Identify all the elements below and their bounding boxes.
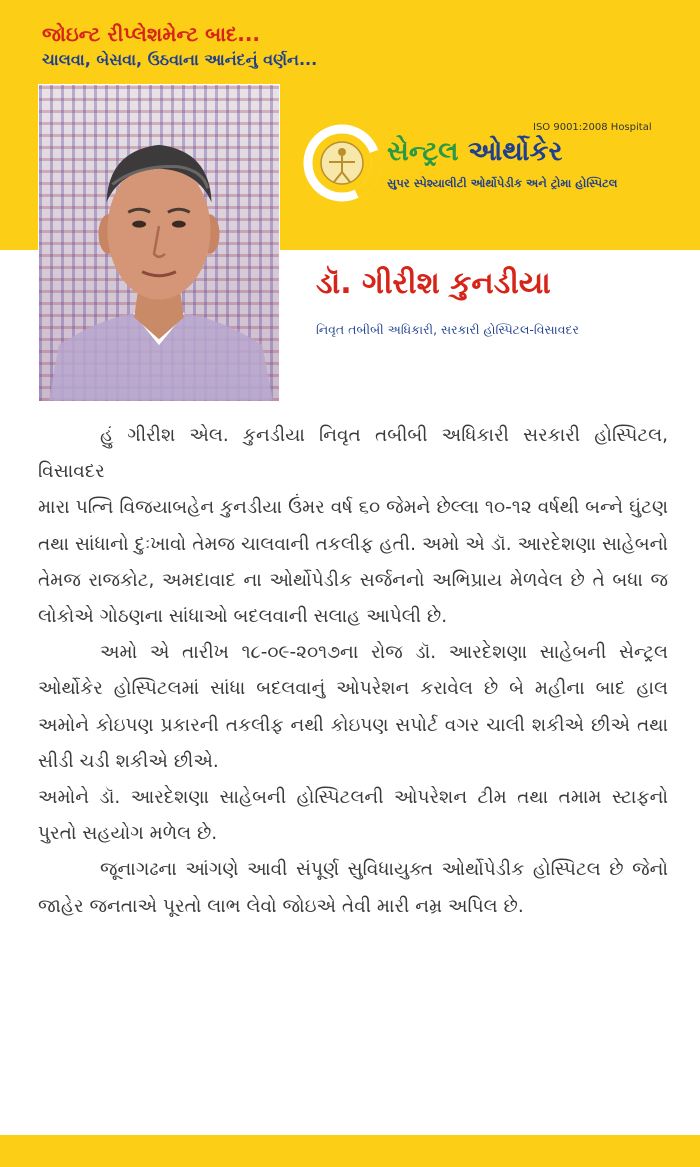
paragraph-appeal: જૂનાગઢના આંગણે આવી સંપૂર્ણ સુવિધાયુક્ત ઓર્થોપેડીક હોસ્પિટલ છે જેનો જાહેર જનતાએ પૂરતો લાભ લેવો જોઇએ તેવી મારી નમ્ર અપિલ છે. bbox=[38, 859, 668, 917]
doctor-photo bbox=[38, 84, 280, 402]
hospital-tagline: સુપર સ્પેશ્યાલીટી ઓર્થોપેડીક અને ટ્રોમા હોસ્પિટલ bbox=[387, 176, 618, 190]
testimonial-body bbox=[38, 418, 668, 925]
hospital-brand bbox=[387, 136, 563, 168]
headline: જોઇન્ટ રીપ્લેશમેન્ટ બાદ... bbox=[42, 22, 261, 46]
paragraph-team: અમોને ડૉ. આરદેશણા સાહેબની હોસ્પિટલની ઓપરેશન ટીમ તથા તમામ સ્ટાફનો પુરતો સહયોગ મળેલ છે. bbox=[38, 787, 668, 845]
paragraph-intro: હું ગીરીશ એલ. કુનડીયા નિવૃત તબીબી અધિકારી સરકારી હોસ્પિટલ, વિસાવદર bbox=[38, 425, 668, 483]
hospital-logo bbox=[303, 118, 683, 208]
doctor-title: નિવૃત તબીબી અધિકારી, સરકારી હોસ્પિટલ-વિસાવદર bbox=[316, 322, 579, 337]
paragraph-surgery: અમો એ તારીખ ૧૮-૦૯-૨૦૧૭ના રોજ ડૉ. આરદેશણા સાહેબની સેન્ટ્રલ ઓર્થોકેર હોસ્પિટલમાં સાંધા બદલવાનું ઓપરેશન કરાવેલ છે બે મહીના બાદ હાલ અમોને કોઇપણ પ્રકારની તકલીફ નથી કોઇપણ સપોર્ટ વગર ચાલી શકીએ છીએ તથા સીડી ચડી શકીએ છીએ. bbox=[38, 642, 668, 772]
paragraph-history: મારા પત્નિ વિજયાબહેન કુનડીયા ઉંમર વર્ષ ૬૦ જેમને છેલ્લા ૧૦-૧૨ વર્ષથી બન્ને ઘુંટણ તથા સાંધાનો દુઃખાવો તેમજ ચાલવાની તકલીફ હતી. અમો એ ડૉ. આરદેશણા સાહેબનો તેમજ રાજકોટ, અમદાવાદ ના ઓર્થોપેડીક સર્જનનો અભિપ્રાય મેળવેલ છે તે બધા જ લોકોએ ગોઠણના સાંધાઓ બદલવાની સલાહ આપેલી છે. bbox=[38, 497, 668, 628]
vitruvian-emblem-icon bbox=[303, 124, 381, 202]
subheadline: ચાલવા, બેસવા, ઉઠવાના આનંદનું વર્ણન... bbox=[42, 50, 318, 69]
doctor-name: ડૉ. ગીરીશ કુનડીયા bbox=[316, 266, 551, 301]
footer-band bbox=[0, 1135, 700, 1167]
person-portrait-icon bbox=[39, 85, 279, 401]
brand-part-orthocare: ઓર્થોકેર bbox=[467, 136, 563, 167]
iso-certification: ISO 9001:2008 Hospital bbox=[533, 122, 652, 133]
brand-part-central: સેન્ટ્રલ bbox=[387, 136, 459, 167]
